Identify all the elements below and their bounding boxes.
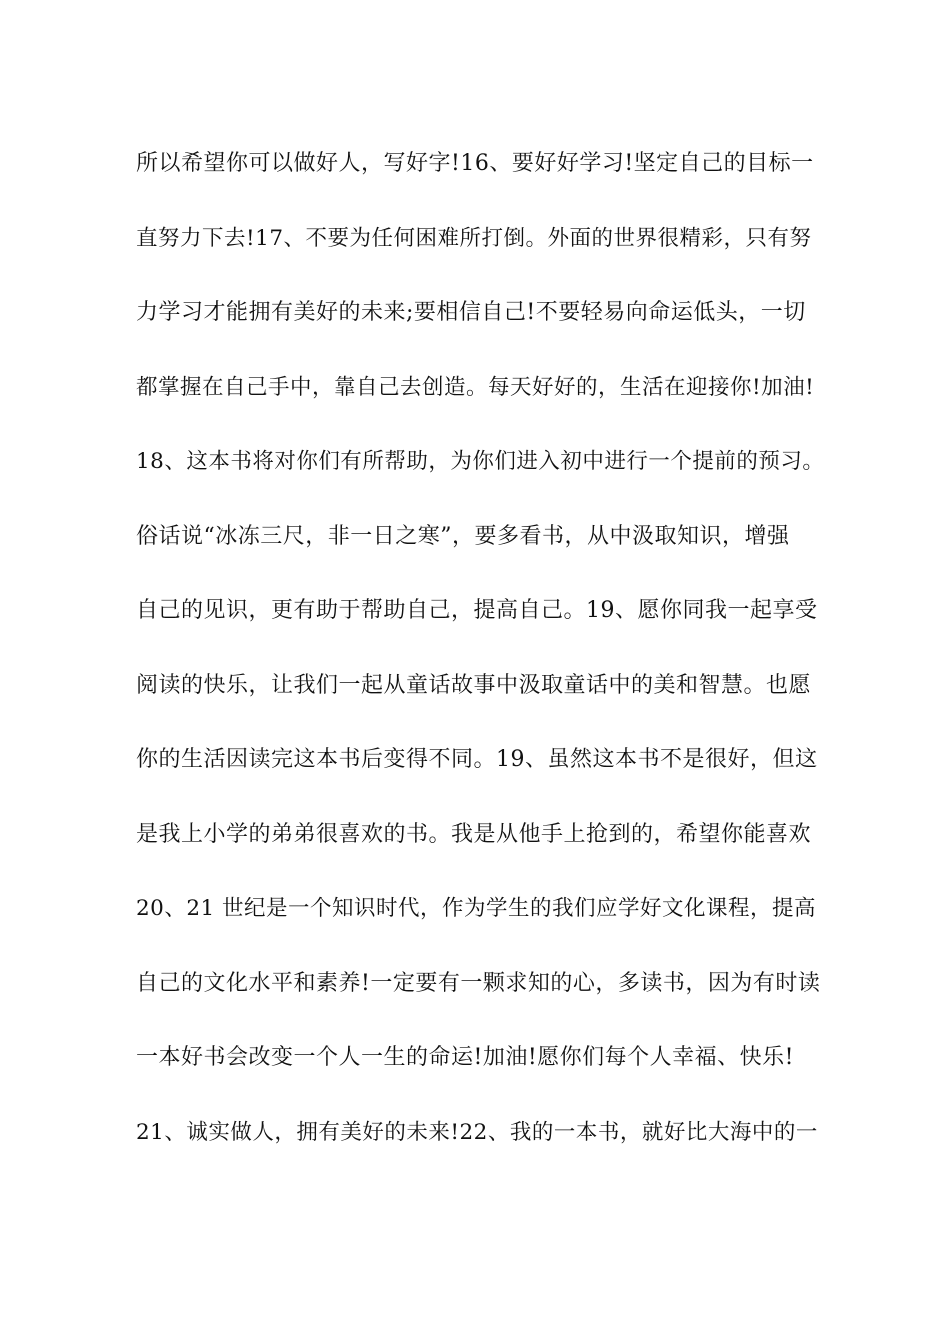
- text-line-7: 自己的见识，更有助于帮助自己，提高自己。19、愿你同我一起享受: [136, 598, 818, 623]
- text-line-4: 都掌握在自己手中，靠自己去创造。每天好好的，生活在迎接你!加油!: [136, 374, 815, 400]
- text-line-1: 所以希望你可以做好人，写好字!16、要好好学习!坚定自己的目标一: [136, 151, 814, 176]
- text-line-10: 是我上小学的弟弟很喜欢的书。我是从他手上抢到的，希望你能喜欢: [136, 821, 812, 847]
- text-line-13: 一本好书会改变一个人一生的命运!加油!愿你们每个人幸福、快乐!: [136, 1045, 795, 1070]
- text-line-12: 自己的文化水平和素养!一定要有一颗求知的心，多读书，因为有时读: [136, 970, 821, 996]
- text-line-14: 21、诚实做人，拥有美好的未来!22、我的一本书，就好比大海中的一: [136, 1119, 818, 1145]
- text-line-2: 直努力下去!17、不要为任何困难所打倒。外面的世界很精彩，只有努: [136, 225, 812, 251]
- text-line-9: 你的生活因读完这本书后变得不同。19、虽然这本书不是很好，但这: [136, 747, 818, 772]
- text-line-6: 俗话说“冰冻三尺，非一日之寒”，要多看书，从中汲取知识，增强: [136, 523, 790, 549]
- text-line-3: 力学习才能拥有美好的未来;要相信自己!不要轻易向命运低头，一切: [136, 300, 806, 325]
- text-line-11: 20、21 世纪是一个知识时代，作为学生的我们应学好文化课程，提高: [136, 896, 817, 921]
- body-text: [136, 140, 826, 1183]
- text-line-5: 18、这本书将对你们有所帮助，为你们进入初中进行一个提前的预习。: [136, 449, 825, 474]
- text-line-8: 阅读的快乐，让我们一起从童话故事中汲取童话中的美和智慧。也愿: [136, 672, 812, 698]
